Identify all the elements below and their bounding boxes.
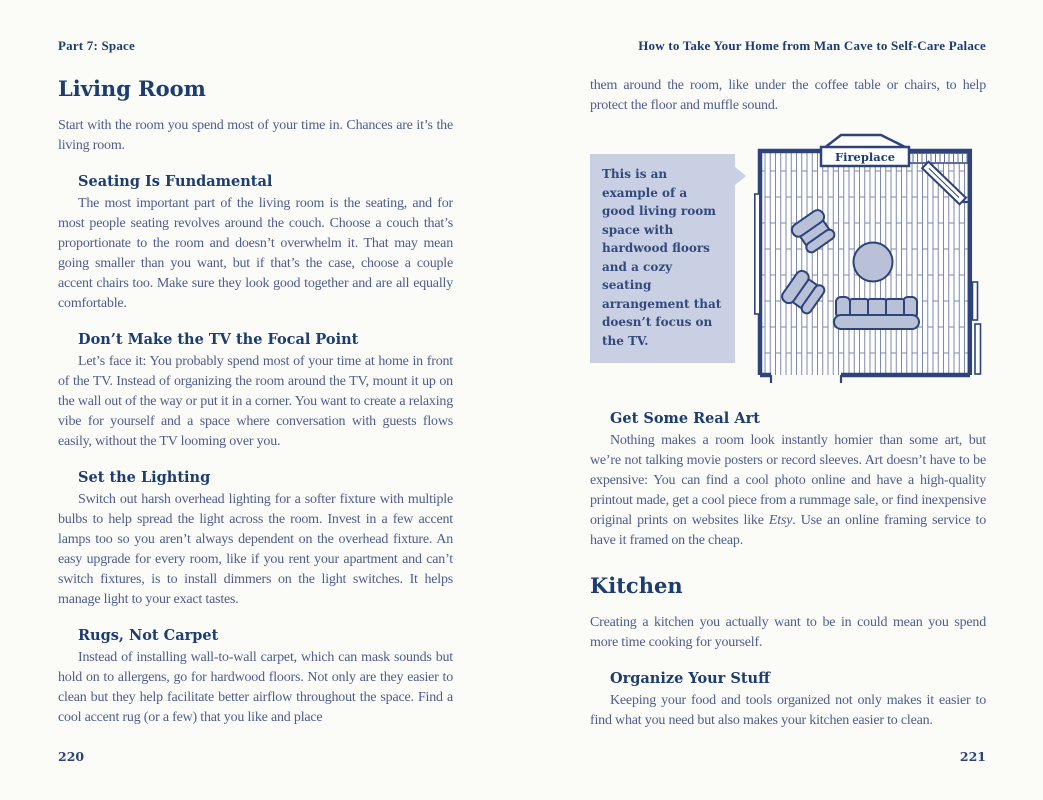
real-art-text-1: Nothing makes a room look instantly homier than some art, but we’re not talking movie posters or record sleeves. Art doesn’t have to be expensive: You can find a cool photo online and have a high-quality printout made, get a cool piece from a rummage sale, or find inexpensive original prints on websites like — [590, 433, 986, 528]
section-organize — [590, 669, 986, 731]
running-head-right: How to Take Your Home from Man Cave to Self-Care Palace — [638, 38, 986, 53]
callout-arrow-icon — [735, 167, 746, 185]
section-real-art — [590, 409, 986, 551]
kitchen-intro: Creating a kitchen you actually want to be in could mean you spend more time cooking for yourself. — [590, 615, 986, 650]
round-table — [854, 243, 893, 282]
page-right — [590, 0, 986, 800]
hearth-strip — [909, 153, 970, 163]
section-seating — [58, 172, 453, 314]
running-head-left: Part 7: Space — [58, 38, 135, 53]
section-heading-lighting: Set the Lighting — [78, 469, 211, 486]
page-number-left: 220 — [58, 749, 85, 764]
couch — [834, 297, 919, 329]
section-paragraph-organize: Keeping your food and tools organized not only makes it easier to find what you need but also makes your kitchen easier to clean. — [590, 693, 986, 728]
section-paragraph-lighting: Switch out harsh overhead lighting for a softer fixture with multiple bulbs to help spread the light across the room. Invest in a few accent lamps too so you aren’t always dependent on the overhead fixture. An easy upgrade for every room, like if you rent your apartment and can’t switch fixtures, is to install dimmers on the light switches. It helps manage light to your exact tastes. — [58, 492, 453, 607]
section-rugs — [58, 626, 453, 728]
floorplan-callout — [590, 154, 735, 363]
chapter-title-living-room: Living Room — [58, 76, 206, 101]
living-room-floorplan-diagram — [754, 132, 986, 389]
section-heading-tv-focal-point: Don’t Make the TV the Focal Point — [78, 331, 359, 348]
floorplan-callout-text: This is an example of a good living room space with hardwood floors and a cozy seating arrangement that doesn’t focus on the TV. — [602, 167, 722, 348]
etsy-italic: Etsy — [768, 513, 793, 528]
section-paragraph-seating: The most important part of the living room is the seating, and for most people seating revolves around the couch. Choose a couch that’s proportionate to the room and doesn’t overwhelm it. That may mean going smaller than you want, but if that’s the case, choose a couple accent chairs too. Make sure they look good together and are all equally comfortable. — [58, 196, 453, 311]
fireplace — [821, 135, 909, 166]
section-heading-seating: Seating Is Fundamental — [78, 173, 273, 190]
section-paragraph-rugs: Instead of installing wall-to-wall carpet, which can mask sounds but hold on to allergens, go for hardwood floors. Not only are they easier to clean but they help facilitate better airflow throughout the space. Find a cool accent rug (or a few) that you like and place — [58, 650, 453, 725]
section-tv-focal-point — [58, 330, 453, 452]
page-left — [58, 0, 453, 800]
window-left — [755, 194, 760, 314]
section-heading-organize: Organize Your Stuff — [610, 670, 770, 687]
floorplan-figure — [590, 132, 986, 389]
window-right-upper — [973, 282, 978, 320]
section-heading-rugs: Rugs, Not Carpet — [78, 627, 219, 644]
section-heading-real-art: Get Some Real Art — [610, 410, 760, 427]
section-lighting — [58, 468, 453, 610]
section-paragraph-tv-focal-point: Let’s face it: You probably spend most of your time at home in front of the TV. Instead of organizing the room around the TV, mount it up on the wall out of the way or put it in a corner. You want to create a relaxing vibe for yourself and a space where conversation with guests flows easily, without the TV looming over you. — [58, 354, 453, 449]
rugs-paragraph-continuation: them around the room, like under the coffee table or chairs, to help protect the floor and muffle sound. — [590, 78, 986, 113]
window-right-lower — [975, 324, 981, 374]
section-paragraph-real-art — [590, 431, 986, 551]
living-room-intro: Start with the room you spend most of your time in. Chances are it’s the living room. — [58, 118, 453, 153]
fireplace-label: Fireplace — [834, 150, 896, 164]
real-art-text-2: . Use an online framing service to have it framed on the cheap. — [590, 513, 987, 548]
chapter-title-kitchen: Kitchen — [590, 573, 683, 598]
page-number-right: 221 — [959, 749, 986, 764]
